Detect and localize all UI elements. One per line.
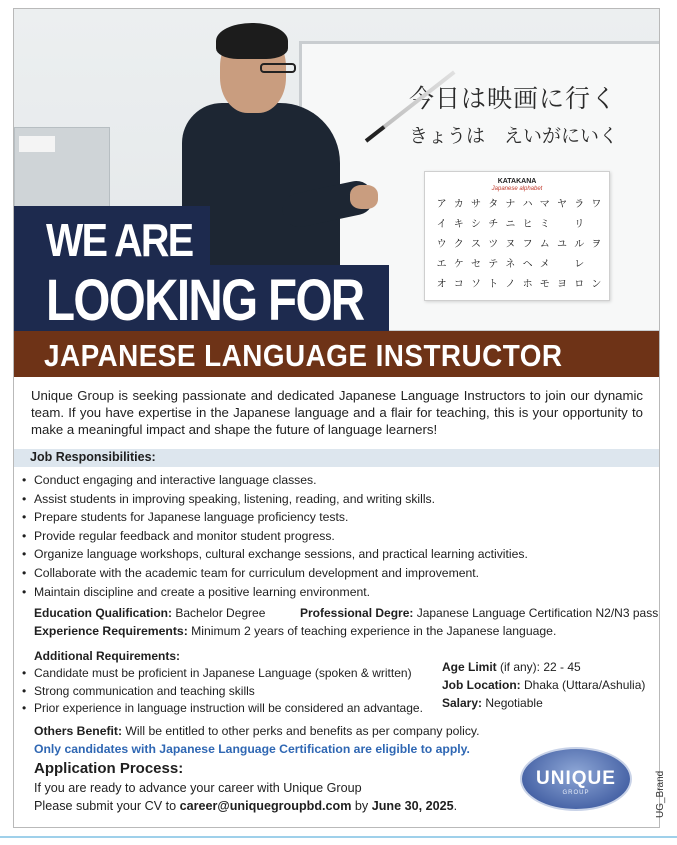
teacher-hair: [216, 23, 288, 59]
katakana-cell: ワ: [591, 199, 602, 210]
katakana-cell: ヌ: [505, 239, 516, 250]
katakana-cell: ロ: [574, 279, 585, 290]
katakana-cell: ノ: [505, 279, 516, 290]
position-title: JAPANESE LANGUAGE INSTRUCTOR: [44, 338, 563, 373]
katakana-grid: [433, 198, 605, 292]
katakana-cell: ラ: [574, 199, 585, 210]
benefits-label: Others Benefit:: [34, 724, 123, 738]
teacher-hand: [350, 185, 378, 209]
responsibility-item: • Conduct engaging and interactive language classes.: [22, 471, 652, 490]
experience-requirements: [34, 624, 556, 638]
application-prefix: Please submit your CV to: [34, 799, 180, 813]
logo-subtext: GROUP: [562, 790, 590, 796]
katakana-cell: キ: [453, 219, 464, 230]
katakana-cell: コ: [453, 279, 464, 290]
filing-cabinet: [14, 127, 110, 215]
katakana-cell: エ: [436, 259, 447, 270]
katakana-cell: タ: [488, 199, 499, 210]
age-label: Age Limit: [442, 660, 497, 674]
intro-paragraph: Unique Group is seeking passionate and dedicated Japanese Language Instructors to join our dynamic team. If you have expertise in the Japanese language and a flair for teaching, this is your opportunity to make a meaningful impact and shape the future of language learners!: [31, 388, 643, 437]
professional-degree: [300, 606, 658, 620]
board-kanji-line: 今日は映画に行く: [409, 84, 618, 113]
salary-label: Salary:: [442, 696, 483, 710]
katakana-cell: ニ: [505, 219, 516, 230]
katakana-cell: イ: [436, 219, 447, 230]
benefits-value: Will be entitled to other perks and benefits as per company policy.: [122, 724, 480, 738]
board-hiragana-line: きょうは えいがにいく: [409, 125, 619, 147]
application-by: by: [351, 799, 372, 813]
job-advertisement: [13, 8, 660, 828]
responsibilities-title: Job Responsibilities:: [30, 450, 156, 464]
responsibility-item: • Assist students in improving speaking, listening, reading, and writing skills.: [22, 490, 652, 509]
location-value: Dhaka (Uttara/Ashulia): [520, 678, 646, 692]
katakana-cell: サ: [470, 199, 481, 210]
katakana-cell: [588, 258, 605, 272]
application-deadline: June 30, 2025: [371, 799, 454, 813]
salary-value: Negotiable: [482, 696, 543, 710]
professional-value: Japanese Language Certification N2/N3 pass: [413, 606, 659, 620]
application-title: Application Process:: [34, 760, 184, 777]
experience-label: Experience Requirements:: [34, 624, 188, 638]
education-value: Bachelor Degree: [172, 606, 266, 620]
responsibility-item: • Maintain discipline and create a positive learning environment.: [22, 583, 652, 602]
katakana-cell: シ: [470, 219, 481, 230]
katakana-cell: ク: [453, 239, 464, 250]
katakana-cell: ト: [488, 279, 499, 290]
katakana-cell: ヤ: [556, 199, 567, 210]
age-limit: [442, 658, 645, 676]
katakana-cell: ン: [591, 279, 602, 290]
job-details: [442, 658, 645, 712]
katakana-cell: チ: [488, 219, 499, 230]
salary: [442, 694, 645, 712]
katakana-cell: モ: [539, 279, 550, 290]
katakana-cell: ホ: [522, 279, 533, 290]
katakana-cell: ウ: [436, 239, 447, 250]
katakana-cell: ソ: [470, 279, 481, 290]
katakana-cell: ユ: [556, 239, 567, 250]
katakana-chart-title: KATAKANA: [497, 178, 537, 185]
katakana-cell: レ: [574, 259, 585, 270]
katakana-cell: [588, 218, 605, 232]
katakana-cell: ア: [436, 199, 447, 210]
responsibility-item: • Provide regular feedback and monitor student progress.: [22, 527, 652, 546]
katakana-chart: [424, 171, 610, 301]
katakana-cell: テ: [488, 259, 499, 270]
katakana-cell: ル: [574, 239, 585, 250]
additional-requirements-title: Additional Requirements:: [34, 649, 181, 663]
headline-looking-for: LOOKING FOR: [46, 268, 364, 331]
katakana-cell: ナ: [505, 199, 516, 210]
additional-requirement-item: • Prior experience in language instruction will be considered an advantage.: [22, 700, 423, 718]
katakana-cell: ヲ: [591, 239, 602, 250]
katakana-cell: ヘ: [522, 259, 533, 270]
application-line-1: If you are ready to advance your career with Unique Group: [34, 781, 362, 795]
katakana-cell: メ: [539, 259, 550, 270]
hero-image: [14, 9, 659, 331]
katakana-cell: ヒ: [522, 219, 533, 230]
additional-requirements-list: [22, 665, 423, 718]
additional-requirement-item: • Strong communication and teaching skills: [22, 683, 423, 701]
application-line-2: [34, 799, 457, 813]
additional-requirement-item: • Candidate must be proficient in Japanese Language (spoken & written): [22, 665, 423, 683]
katakana-cell: オ: [436, 279, 447, 290]
katakana-cell: ハ: [522, 199, 533, 210]
logo-wordmark: UNIQUE: [536, 768, 616, 789]
katakana-cell: リ: [574, 219, 585, 230]
bottom-divider: [0, 836, 677, 845]
katakana-cell: ケ: [453, 259, 464, 270]
headline-we-are: WE ARE: [46, 214, 193, 266]
katakana-cell: カ: [453, 199, 464, 210]
education-qualification: [34, 606, 265, 620]
katakana-cell: ミ: [539, 219, 550, 230]
katakana-cell: ツ: [488, 239, 499, 250]
responsibility-item: • Collaborate with the academic team for curriculum development and improvement.: [22, 564, 652, 583]
katakana-cell: マ: [539, 199, 550, 210]
professional-label: Professional Degre:: [300, 606, 414, 620]
katakana-cell: [553, 218, 570, 232]
location-label: Job Location:: [442, 678, 521, 692]
katakana-cell: フ: [522, 239, 533, 250]
application-suffix: .: [453, 799, 458, 813]
katakana-cell: ム: [539, 239, 550, 250]
responsibilities-list: [22, 471, 652, 601]
responsibility-item: • Prepare students for Japanese language proficiency tests.: [22, 508, 652, 527]
job-location: [442, 676, 645, 694]
katakana-cell: [553, 258, 570, 272]
experience-value: Minimum 2 years of teaching experience in the Japanese language.: [187, 624, 557, 638]
other-benefits: [34, 724, 480, 738]
katakana-cell: セ: [470, 259, 481, 270]
education-label: Education Qualification:: [34, 606, 173, 620]
katakana-cell: ヨ: [556, 279, 567, 290]
unique-group-logo: [520, 747, 632, 811]
katakana-cell: ネ: [505, 259, 516, 270]
brand-tag: UG_Brand: [655, 770, 666, 818]
responsibility-item: • Organize language workshops, cultural exchange sessions, and practical learning activities.: [22, 545, 652, 564]
age-value: (if any): 22 - 45: [496, 660, 581, 674]
application-email-link[interactable]: career@uniquegroupbd.com: [179, 799, 352, 813]
teacher-glasses: [260, 63, 296, 73]
katakana-cell: ス: [470, 239, 481, 250]
katakana-chart-subtitle: Japanese alphabet: [491, 186, 543, 192]
eligibility-note: Only candidates with Japanese Language Certification are eligible to apply.: [34, 742, 470, 756]
